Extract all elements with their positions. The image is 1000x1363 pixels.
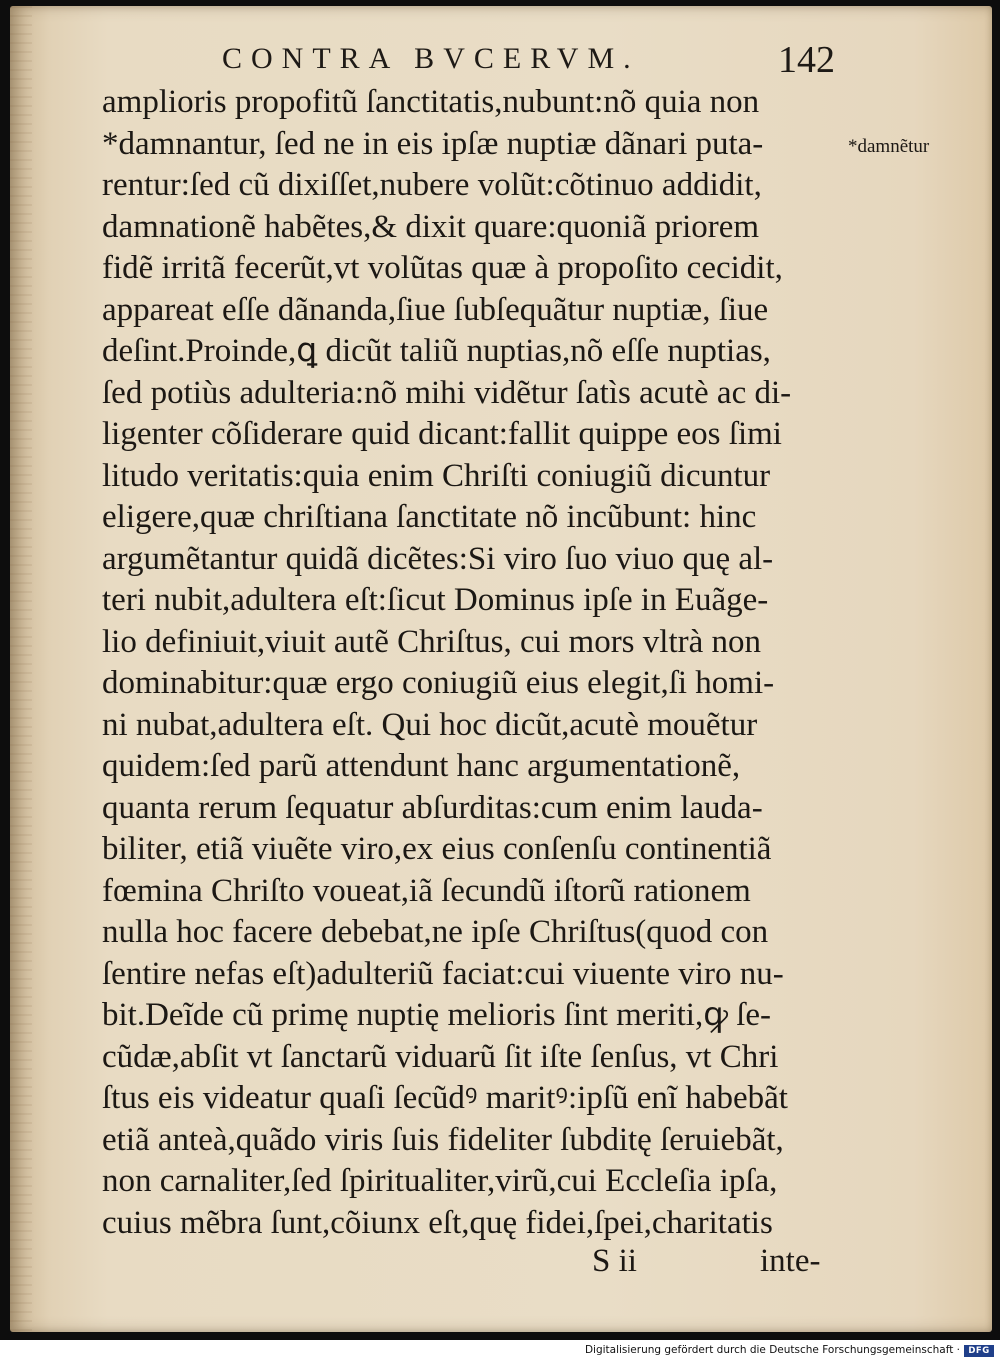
text-line: ſed potiùs adulteria:nõ mihi vidẽtur ſatìs acutè ac di- — [102, 374, 792, 411]
text-block — [102, 82, 842, 1244]
footer-credit: Digitalisierung gefördert durch die Deutsche Forschungsgemeinschaft · — [584, 1344, 960, 1356]
page-number: 142 — [778, 39, 835, 81]
dfg-logo: DFG — [964, 1345, 994, 1357]
text-line: ſentire nefas eſt)adulteriũ faciat:cui viuente viro nu- — [102, 955, 784, 992]
text-line: amplioris propofitũ ſanctitatis,nubunt:nõ quia non — [102, 84, 760, 120]
text-line: cuius mẽbra ſunt,cõiunx eſt,quę fidei,ſpei,charitatis — [102, 1204, 773, 1241]
digitization-footer — [0, 1340, 1000, 1363]
text-line: appareat eſſe dãnanda,ſiue ſubſequãtur nuptiæ, ſiue — [102, 291, 769, 328]
text-line: non carnaliter,ſed ſpiritualiter,virũ,cui Eccleſia ipſa, — [102, 1163, 778, 1199]
text-line: biliter, etiã viuẽte viro,ex eius conſenſu continentiã — [102, 831, 772, 867]
signature-mark: S ii — [592, 1243, 637, 1279]
text-line: rentur:ſed cũ dixiſſet,nubere volũt:cõtinuo addidit, — [102, 167, 762, 203]
text-line: litudo veritatis:quia enim Chriſti coniugiũ dicuntur — [102, 457, 771, 494]
catch-line — [102, 1240, 842, 1282]
page-gutter — [10, 6, 32, 1332]
text-line: damnationẽ habẽtes,& dixit quare:quoniã priorem — [102, 208, 760, 245]
book-page — [10, 6, 992, 1332]
catchword: inte- — [760, 1243, 821, 1279]
text-line: bit.Deĩde cũ primę nuptię melioris ſint meriti,ꝙ ſe- — [102, 997, 772, 1033]
text-line: argumẽtantur quidã dicẽtes:Si viro ſuo viuo quę al- — [102, 540, 774, 577]
text-line: quidem:ſed parũ attendunt hanc argumentationẽ, — [102, 748, 741, 784]
text-line: ſtus eis videatur quaſi ſecũdꝰ maritꝰ:ipſũ enĩ habebãt — [102, 1080, 788, 1116]
running-head: CONTRA BVCERVM. — [222, 42, 640, 75]
text-line: fidẽ irritã fecerũt,vt volũtas quæ à propoſito cecidit, — [102, 250, 783, 286]
text-line: deſint.Proinde,ꝗ dicũt taliũ nuptias,nõ eſſe nuptias, — [102, 333, 771, 369]
text-line: ni nubat,adultera eſt. Qui hoc dicũt,acutè mouẽtur — [102, 706, 758, 743]
text-line: fœmina Chriſto voueat,iã ſecundũ iſtorũ rationem — [102, 872, 751, 909]
text-line: nulla hoc facere debebat,ne ipſe Chriſtus(quod con — [102, 914, 769, 950]
text-line: etiã anteà,quãdo viris ſuis fideliter ſubditę ſeruiebãt, — [102, 1121, 784, 1158]
text-line: dominabitur:quæ ergo coniugiũ eius elegit,ſi homi- — [102, 665, 775, 701]
text-line: lio definiuit,viuit autẽ Chriſtus, cui mors vltrà non — [102, 623, 762, 660]
text-line: teri nubit,adultera eſt:ſicut Dominus ipſe in Euãge- — [102, 582, 769, 618]
text-line: quanta rerum ſequatur abſurditas:cum enim lauda- — [102, 789, 763, 826]
marginal-note: *damnẽtur — [848, 136, 930, 157]
text-line: *damnantur, ſed ne in eis ipſæ nuptiæ dãnari puta- — [102, 125, 764, 162]
text-line: ligenter cõſiderare quid dicant:fallit quippe eos ſimi — [102, 416, 782, 452]
text-line: cũdæ,abſit vt ſanctarũ viduarũ ſit iſte ſenſus, vt Chri — [102, 1038, 779, 1075]
text-line: eligere,quæ chriſtiana ſanctitate nõ incũbunt: hinc — [102, 499, 757, 535]
